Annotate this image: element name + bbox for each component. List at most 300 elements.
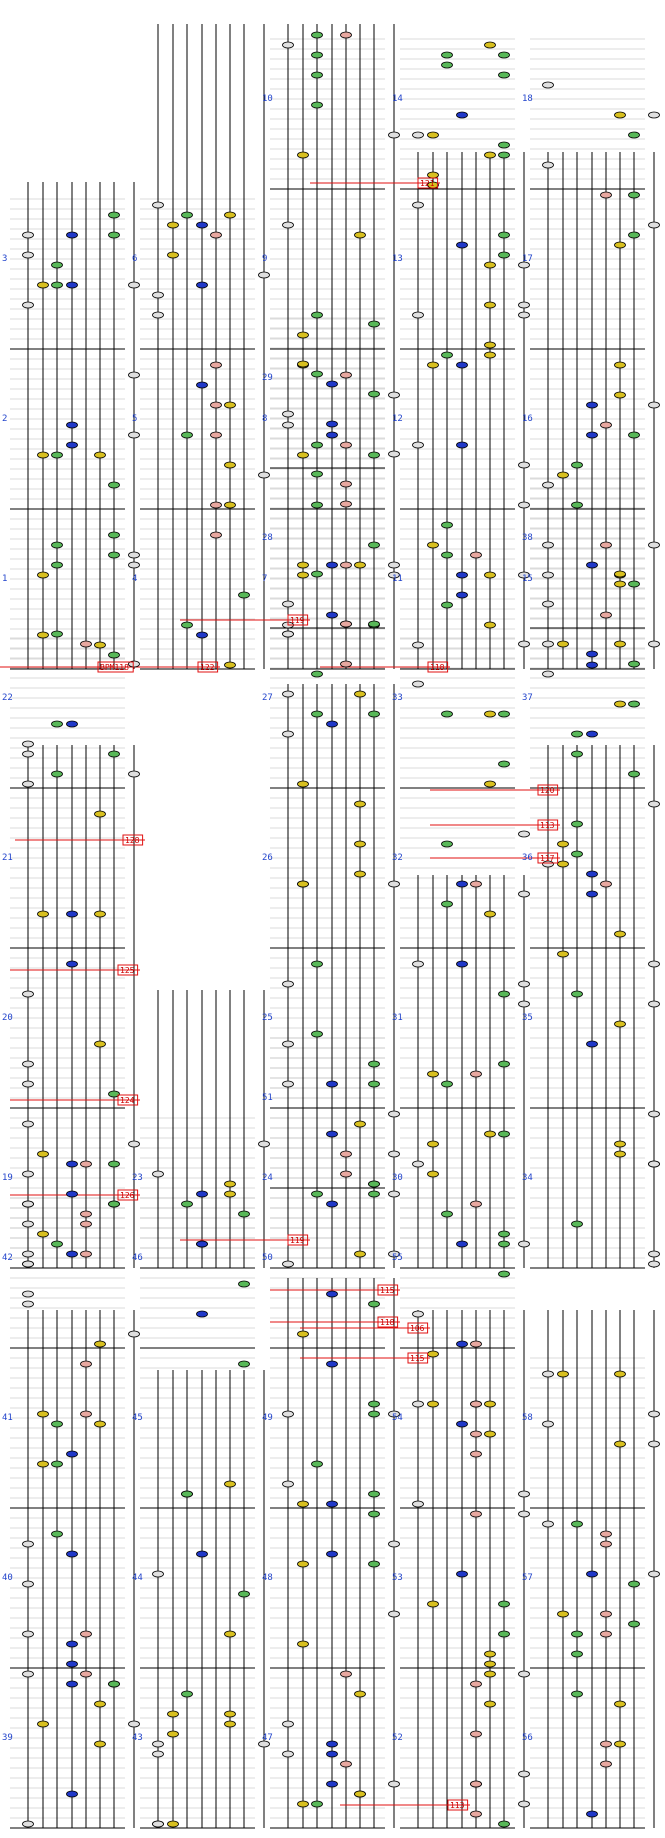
note [485,1661,496,1667]
note [168,222,179,228]
note [197,632,208,638]
note [369,1301,380,1307]
note [211,232,222,238]
measure-number: 50 [262,1253,273,1263]
note [369,711,380,717]
lane-lines [28,24,654,1828]
note [38,282,49,288]
note [355,1691,366,1697]
note [327,1551,338,1557]
measure-number: 28 [262,533,273,543]
note [587,662,598,668]
note [369,391,380,397]
note [428,1351,439,1357]
note [327,1081,338,1087]
note [615,362,626,368]
note [629,432,640,438]
note [442,1081,453,1087]
note [283,422,294,428]
note [413,312,424,318]
note [389,1611,400,1617]
note [629,661,640,667]
note [312,502,323,508]
note [52,1531,63,1537]
note [587,891,598,897]
measure-number: 45 [132,1413,143,1423]
note [67,1791,78,1797]
note [81,1211,92,1217]
note [389,1111,400,1117]
note [52,721,63,727]
note [283,631,294,637]
measure-number: 19 [2,1173,13,1183]
note [519,1801,530,1807]
note [129,771,140,777]
note [587,1811,598,1817]
note [471,1731,482,1737]
note [485,1701,496,1707]
note [67,721,78,727]
note [81,1411,92,1417]
note [129,1141,140,1147]
note [428,362,439,368]
note [312,1191,323,1197]
note [615,1151,626,1157]
note [629,701,640,707]
note [312,1031,323,1037]
note [67,442,78,448]
note [413,1161,424,1167]
note [499,1821,510,1827]
note [259,272,270,278]
note [81,1161,92,1167]
note [95,1041,106,1047]
note [369,1411,380,1417]
note [259,472,270,478]
note [211,502,222,508]
note [543,482,554,488]
measure-number: 56 [522,1733,533,1743]
measure-number: 8 [262,414,268,424]
note [298,1561,309,1567]
note [629,771,640,777]
note [312,671,323,677]
note [369,1191,380,1197]
note [558,472,569,478]
note [129,432,140,438]
note [95,1341,106,1347]
note [519,981,530,987]
note [23,1631,34,1637]
measure-number: 30 [392,1173,403,1183]
note [543,82,554,88]
note [649,402,660,408]
note [239,592,250,598]
note [153,292,164,298]
note [601,1761,612,1767]
note [283,981,294,987]
note [67,282,78,288]
measure-number: 2 [2,414,8,424]
note [182,1491,193,1497]
note [615,571,626,577]
note [168,1711,179,1717]
note [298,1331,309,1337]
note [649,801,660,807]
note [572,821,583,827]
note [67,1161,78,1167]
measure-number: 29 [262,373,273,383]
note [519,1001,530,1007]
note [129,282,140,288]
note [312,571,323,577]
note [109,532,120,538]
note [442,711,453,717]
note [471,881,482,887]
note [558,1371,569,1377]
note [558,1611,569,1617]
note [389,562,400,568]
note [629,1621,640,1627]
note [52,282,63,288]
note [615,931,626,937]
note [355,562,366,568]
note [109,1161,120,1167]
note [283,691,294,697]
note [519,891,530,897]
note [558,641,569,647]
note [485,572,496,578]
note [225,462,236,468]
note [327,562,338,568]
note [259,1141,270,1147]
note [341,32,352,38]
measure-number: 47 [262,1733,273,1743]
measure-number: 54 [392,1413,403,1423]
note [283,731,294,737]
note [572,1521,583,1527]
note [471,1681,482,1687]
measure-number: 36 [522,853,533,863]
note [485,1651,496,1657]
measure-number: 11 [392,574,403,584]
note [587,651,598,657]
measure-numbers [2,94,533,1743]
note [109,552,120,558]
note [457,442,468,448]
note [572,1651,583,1657]
note [197,382,208,388]
measure-number: 16 [522,414,533,424]
note [615,641,626,647]
note [341,562,352,568]
measure-number: 51 [262,1093,273,1103]
note [442,52,453,58]
measure-number: 18 [522,94,533,104]
note [211,532,222,538]
note [543,1371,554,1377]
note [543,542,554,548]
measure-number: 38 [522,533,533,543]
note [153,1821,164,1827]
note [283,1081,294,1087]
note [499,1271,510,1277]
note [428,172,439,178]
note [298,572,309,578]
note [499,142,510,148]
note [67,1641,78,1647]
measure-number: 7 [262,574,268,584]
note [182,432,193,438]
note [499,761,510,767]
note [225,662,236,668]
note [298,881,309,887]
note [95,911,106,917]
note [428,542,439,548]
note [168,1821,179,1827]
note [615,112,626,118]
note [442,552,453,558]
note [389,881,400,887]
note [615,1371,626,1377]
note [327,1361,338,1367]
measure-number: 53 [392,1573,403,1583]
note [587,731,598,737]
measure-number: 58 [522,1413,533,1423]
note [211,362,222,368]
measure-number: 41 [2,1413,13,1423]
note [499,1231,510,1237]
note [153,1171,164,1177]
note [587,402,598,408]
note [81,1671,92,1677]
note [355,841,366,847]
note [239,1281,250,1287]
note [283,1261,294,1267]
note [283,1041,294,1047]
note [81,1221,92,1227]
note [67,911,78,917]
note [283,1751,294,1757]
note [129,1331,140,1337]
note [341,501,352,507]
note [601,1541,612,1547]
note [327,381,338,387]
note [457,881,468,887]
note [23,232,34,238]
note [153,1571,164,1577]
note [52,562,63,568]
note [413,132,424,138]
bpm-label: 119 [290,1236,305,1245]
note [471,1781,482,1787]
note [457,592,468,598]
bpm-label: 121 [420,179,435,188]
note [225,1181,236,1187]
note [283,411,294,417]
measure-number: 44 [132,1573,143,1583]
note [471,1201,482,1207]
note [355,801,366,807]
note [615,581,626,587]
note [499,232,510,238]
note [355,871,366,877]
note [442,901,453,907]
note [327,1201,338,1207]
note [457,362,468,368]
note [629,192,640,198]
note [428,1401,439,1407]
note [355,232,366,238]
note [413,1401,424,1407]
note [52,452,63,458]
note [23,302,34,308]
note [572,502,583,508]
note [457,1421,468,1427]
bpm-label: 113 [540,821,555,830]
note [67,1451,78,1457]
note [283,601,294,607]
note [369,1181,380,1187]
note [369,1401,380,1407]
note [52,1461,63,1467]
note [168,252,179,258]
note [413,681,424,687]
note [225,1711,236,1717]
note [197,282,208,288]
note [499,991,510,997]
note [95,811,106,817]
note [615,242,626,248]
note [23,1201,34,1207]
note [413,442,424,448]
note [38,1151,49,1157]
note [239,1591,250,1597]
measure-number: 52 [392,1733,403,1743]
note [485,1431,496,1437]
note [312,32,323,38]
note [389,132,400,138]
bpm-label: 120 [540,786,555,795]
note [129,372,140,378]
note [649,1571,660,1577]
note [95,1741,106,1747]
note [572,1691,583,1697]
bpm-label: 126 [120,1191,135,1200]
note [23,1251,34,1257]
note [471,552,482,558]
note [442,522,453,528]
note [649,1161,660,1167]
note [499,152,510,158]
note [52,1241,63,1247]
note [23,1261,34,1267]
measure-number: 31 [392,1013,403,1023]
note [649,1441,660,1447]
note [369,321,380,327]
note [327,612,338,618]
measure-number: 57 [522,1573,533,1583]
note [369,1561,380,1567]
note [182,212,193,218]
note [129,1721,140,1727]
note [413,202,424,208]
note [283,42,294,48]
note [499,1601,510,1607]
note [601,612,612,618]
measure-number: 27 [262,693,273,703]
measure-number: 37 [522,693,533,703]
note [471,1811,482,1817]
note [81,1631,92,1637]
note [211,432,222,438]
measure-number: 39 [2,1733,13,1743]
note [587,432,598,438]
note [457,112,468,118]
note [355,691,366,697]
note [457,1241,468,1247]
note [499,52,510,58]
note [38,1721,49,1727]
bpm-label: 118 [380,1318,395,1327]
note [457,961,468,967]
measure-number: 43 [132,1733,143,1743]
note [327,1751,338,1757]
note [629,232,640,238]
note [572,462,583,468]
note [168,1731,179,1737]
note [471,1071,482,1077]
note [485,781,496,787]
note [67,1661,78,1667]
note [413,1501,424,1507]
note [485,42,496,48]
note [38,452,49,458]
note [153,202,164,208]
note [615,1701,626,1707]
note [283,1481,294,1487]
note [197,1311,208,1317]
note [485,911,496,917]
note [109,482,120,488]
note [389,1541,400,1547]
note [81,1361,92,1367]
note [298,1641,309,1647]
note [649,1001,660,1007]
note [519,1511,530,1517]
measure-number: 24 [262,1173,273,1183]
note [225,212,236,218]
measure-number: 26 [262,853,273,863]
note [457,1571,468,1577]
note [369,621,380,627]
note [327,432,338,438]
note [519,502,530,508]
measure-number: 46 [132,1253,143,1263]
note [428,1141,439,1147]
note [519,641,530,647]
measure-number: 40 [2,1573,13,1583]
note [225,402,236,408]
note [457,1341,468,1347]
measure-number: 22 [2,693,13,703]
note [457,242,468,248]
note [38,572,49,578]
note [649,641,660,647]
note [341,372,352,378]
note [587,871,598,877]
note [499,1241,510,1247]
